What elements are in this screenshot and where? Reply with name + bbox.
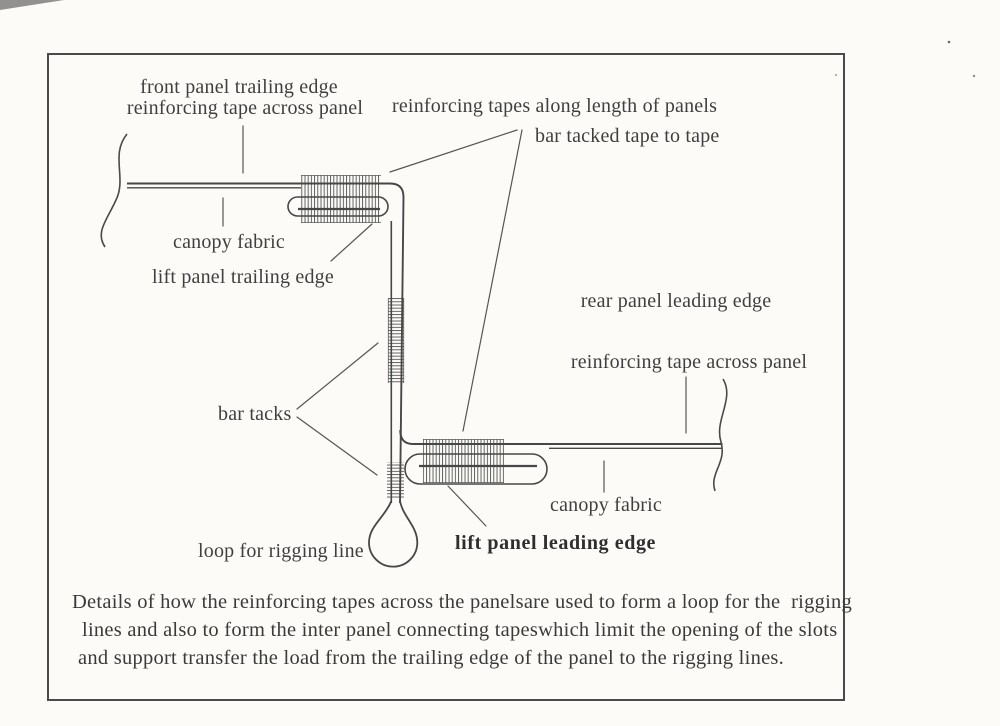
bar-tack-hatch-stem [387, 462, 404, 498]
canopy-fabric-top-label: canopy fabric [173, 231, 285, 253]
reinforcing-tape-across-panel-top-label: reinforcing tape across panel [126, 97, 364, 119]
pointer-bar-tacked [463, 130, 522, 431]
loop-for-rigging-line-label: loop for rigging line [198, 540, 364, 562]
lift-panel-leading-edge-label: lift panel leading edge [455, 532, 657, 554]
canopy-fabric-bottom-label: canopy fabric [550, 494, 662, 516]
scan-speck [973, 75, 975, 77]
scan-artifacts [0, 0, 975, 77]
pointer-lift-panel-leading [448, 486, 486, 526]
lift-panel-trailing-edge-label: lift panel trailing edge [152, 266, 334, 288]
reinforcing-tapes-along-length-label: reinforcing tapes along length of panels [392, 95, 718, 117]
fabric-break-squiggle-left [101, 134, 127, 247]
reinforcing-tape-across-panel-right-label: reinforcing tape across panel [570, 351, 808, 373]
caption-line-1: Details of how the reinforcing tapes across the panelsare used to form a loop for the rigging [72, 591, 853, 613]
bar-tacks-label: bar tacks [218, 403, 292, 425]
scan-corner-mark [0, 0, 64, 10]
caption-line-2: lines and also to form the inter panel connecting tapeswhich limit the opening of the slots [82, 619, 838, 641]
scan-speck [948, 41, 951, 44]
pointer-tapes-along-length [390, 130, 517, 172]
rear-panel-leading-edge-label: rear panel leading edge [580, 290, 772, 312]
scan-speck [835, 74, 837, 76]
fabric-break-squiggle-right [714, 379, 727, 491]
bar-tacked-tape-to-tape-label: bar tacked tape to tape [535, 125, 720, 147]
pointer-lift-panel-trailing [331, 224, 372, 261]
caption-line-3: and support transfer the load from the trailing edge of the panel to the rigging lines. [78, 647, 785, 669]
front-panel-trailing-edge-label: front panel trailing edge [140, 76, 338, 98]
rigging-loop [369, 501, 417, 567]
bar-tack-hatch-bottom [423, 439, 504, 483]
pointer-bar-tacks-upper [297, 343, 378, 409]
pointer-bar-tacks-lower [297, 417, 377, 475]
